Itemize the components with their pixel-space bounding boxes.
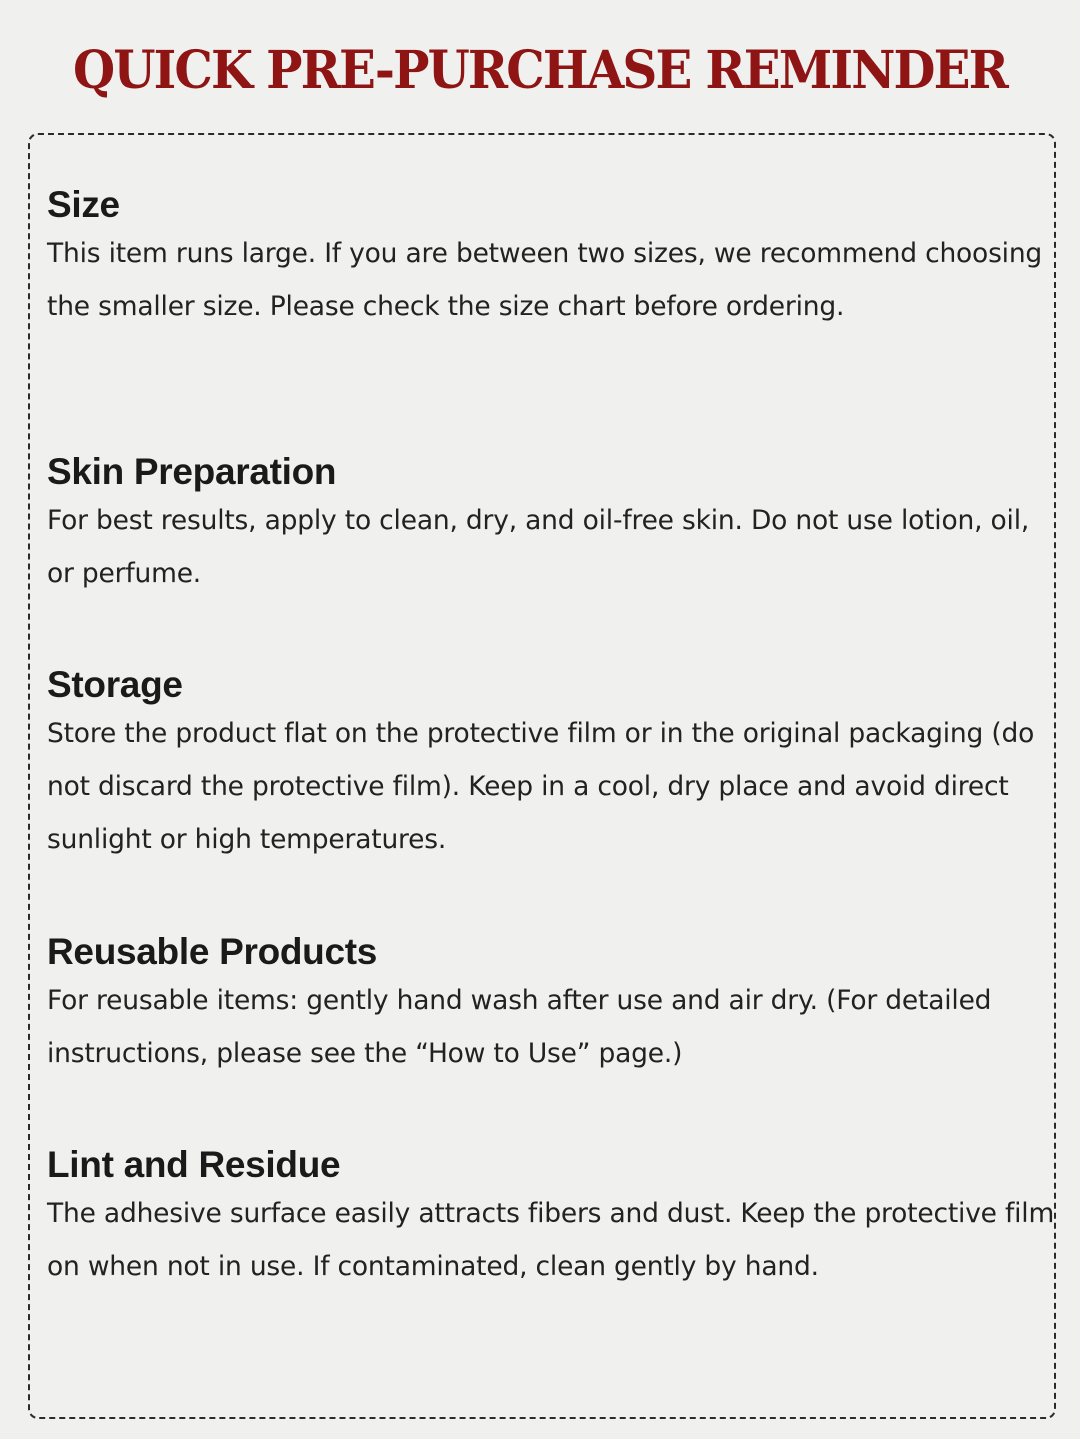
section-skin-preparation bbox=[47, 450, 1057, 600]
section-reusable-products bbox=[47, 930, 1057, 1080]
section-lint-and-residue bbox=[47, 1143, 1057, 1293]
section-storage bbox=[47, 663, 1057, 866]
section-heading: Reusable Products bbox=[47, 931, 378, 972]
section-heading: Storage bbox=[47, 664, 183, 705]
section-body: Store the product flat on the protective film or in the original packaging (do not discard the protective film). Keep in a cool, dry place and avoid direct sunlight or high temperatures. bbox=[47, 718, 1035, 855]
page-title: QUICK PRE-PURCHASE REMINDER bbox=[73, 40, 1007, 101]
section-heading: Skin Preparation bbox=[47, 451, 337, 492]
section-heading: Lint and Residue bbox=[47, 1144, 341, 1185]
section-body: The adhesive surface easily attracts fibers and dust. Keep the protective film on when not in use. If contaminated, clean gently by hand. bbox=[47, 1198, 1055, 1282]
section-size bbox=[47, 183, 1057, 333]
section-heading: Size bbox=[47, 184, 120, 225]
section-body: For best results, apply to clean, dry, and oil-free skin. Do not use lotion, oil, or perfume. bbox=[47, 505, 1030, 589]
section-body: This item runs large. If you are between two sizes, we recommend choosing the smaller size. Please check the size chart before ordering. bbox=[47, 238, 1043, 322]
section-body: For reusable items: gently hand wash after use and air dry. (For detailed instructions, please see the “How to Use” page.) bbox=[47, 985, 992, 1069]
